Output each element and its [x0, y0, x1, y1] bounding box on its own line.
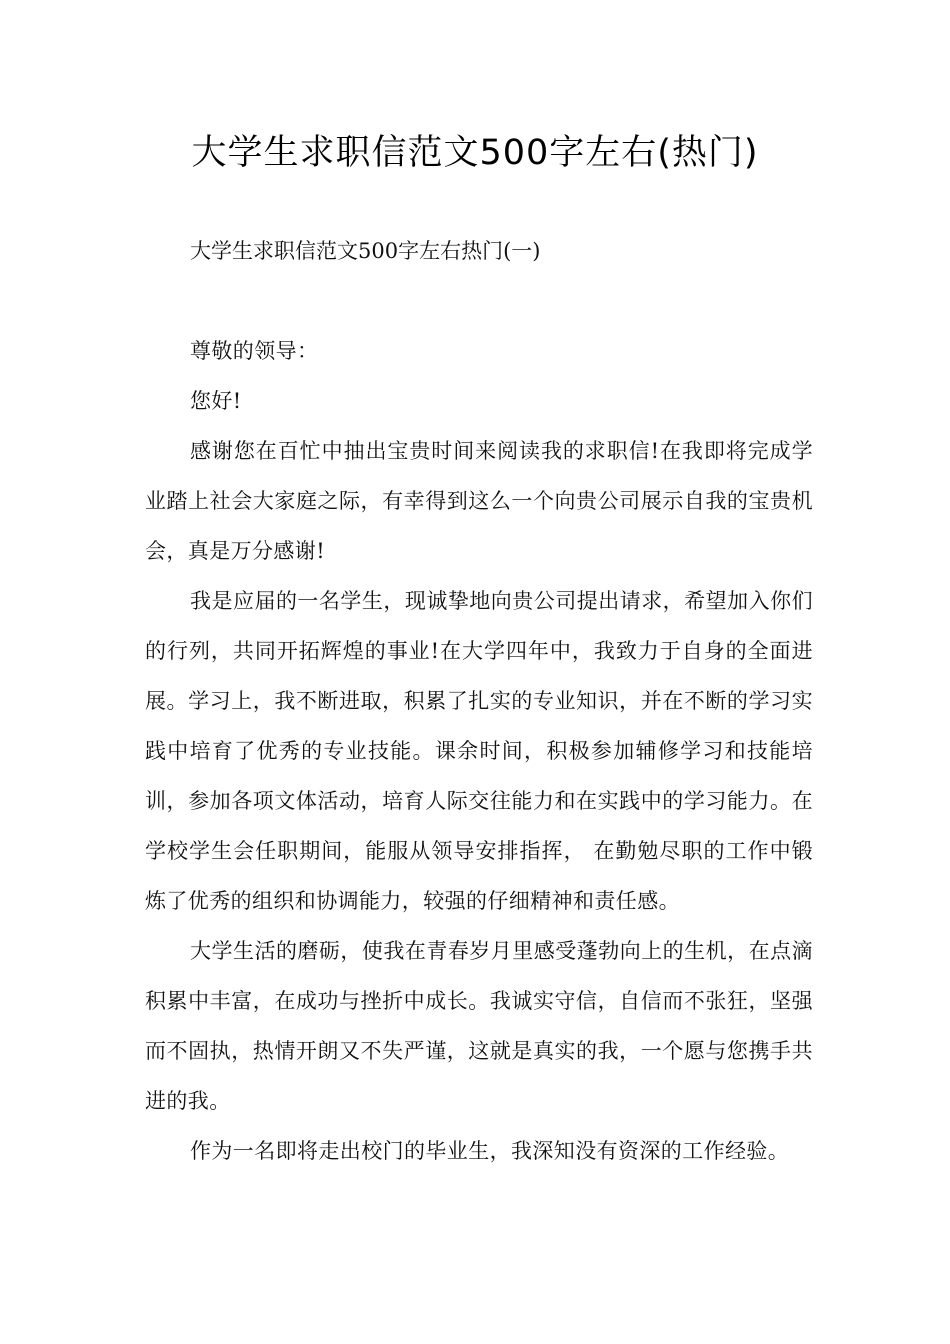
- paragraph: 作为一名即将走出校门的毕业生，我深知没有资深的工作经验。: [190, 1139, 790, 1163]
- paragraph: 我是应届的一名学生，现诚挚地向贵公司提出请求，希望加入你们的行列，共同开拓辉煌的事业!在大学四年中，我致力于自身的全面进展。学习上，我不断进取，积累了扎实的专业知识，并在不断的学习实践中培育了优秀的专业技能。课余时间，积极参加辅修学习和技能培训，参加各项文体活动，培育人际交往能力和在实践中的学习能力。在学校学生会任职期间，能服从领导安排指挥， 在勤勉尽职的工作中锻炼了优秀的组织和协调能力，较强的仔细精神和责任感。: [145, 589, 813, 913]
- salutation: 尊敬的领导：: [190, 339, 319, 363]
- document-title: 大学生求职信范文500字左右(热门): [191, 133, 759, 173]
- paragraph: 大学生活的磨砺，使我在青春岁月里感受蓬勃向上的生机，在点滴积累中丰富，在成功与挫折中成长。我诚实守信，自信而不张狂，坚强而不固执，热情开朗又不失严谨，这就是真实的我，一个愿与您携手共进的我。: [145, 939, 813, 1113]
- greeting: 您好!: [190, 389, 242, 413]
- letter-subtitle: 大学生求职信范文500字左右热门(一): [190, 239, 541, 263]
- paragraph: 感谢您在百忙中抽出宝贵时间来阅读我的求职信!在我即将完成学业踏上社会大家庭之际，有幸得到这么一个向贵公司展示自我的宝贵机会，真是万分感谢!: [145, 439, 813, 563]
- letter-body: [145, 326, 813, 1176]
